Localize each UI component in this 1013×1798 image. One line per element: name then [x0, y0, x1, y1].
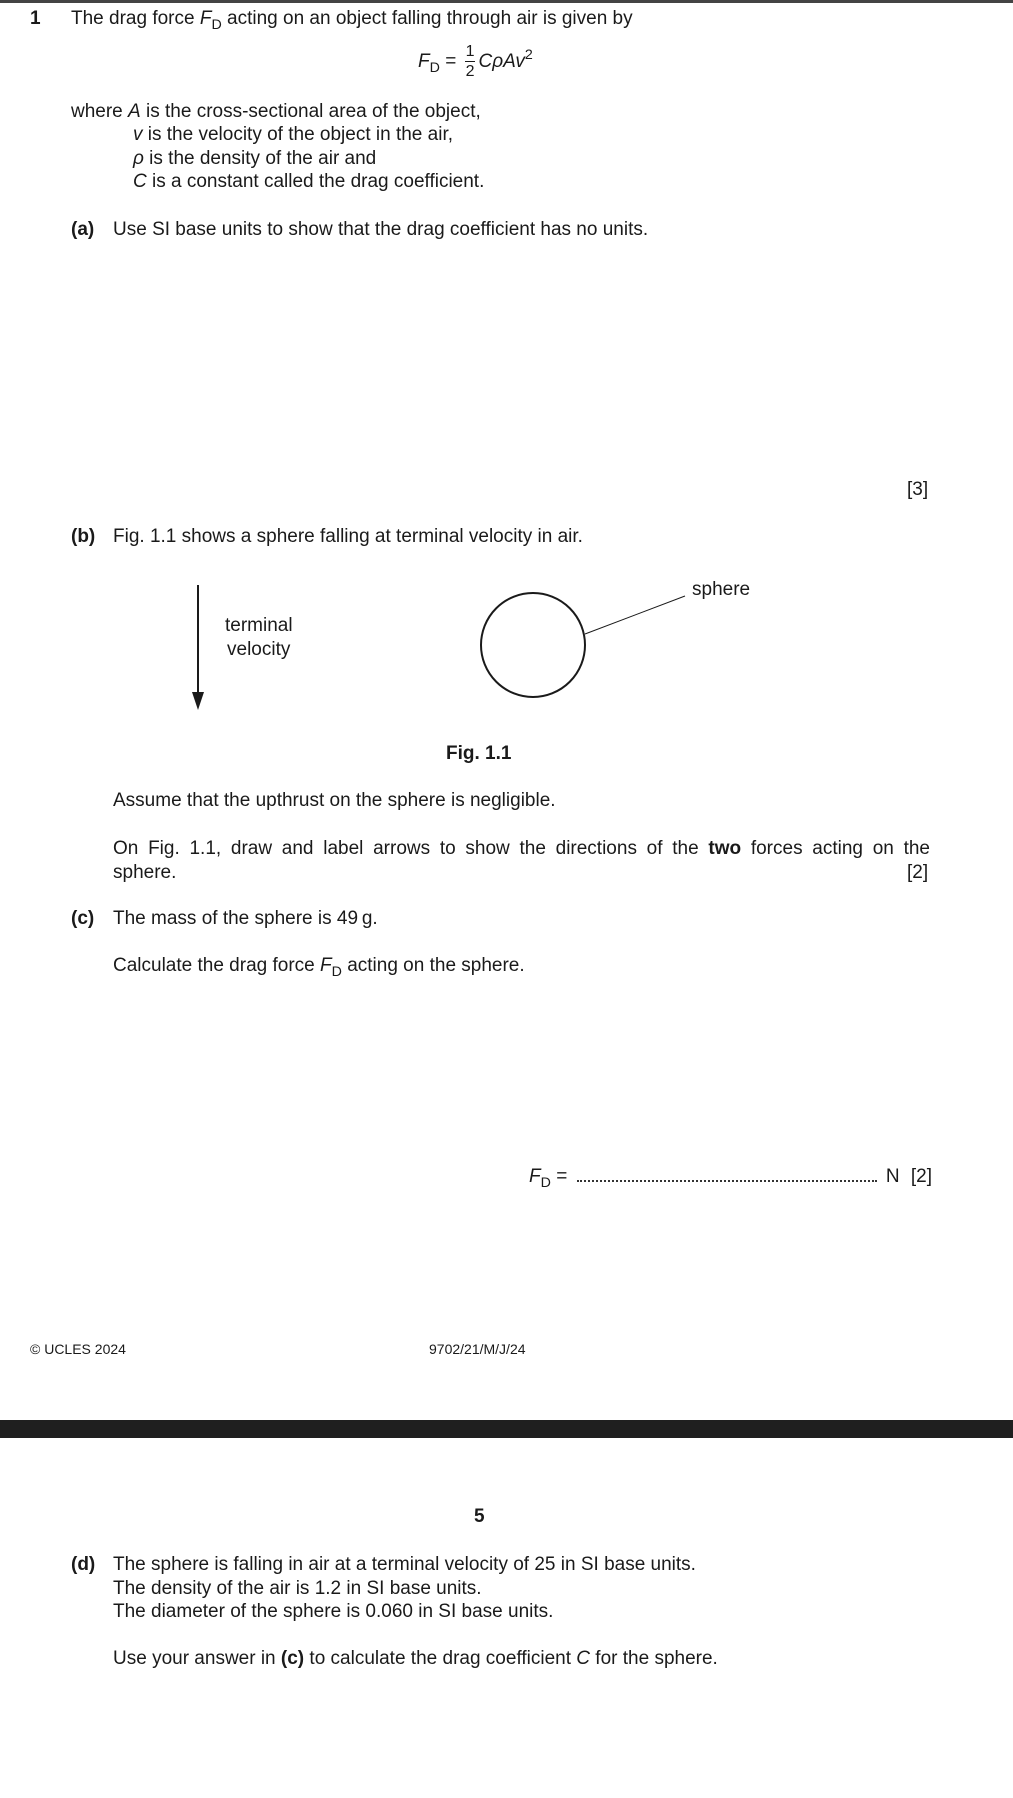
sphere-label: sphere [692, 579, 751, 600]
question-intro: The drag force $F_D$ acting on an object falling through air is given by [71, 8, 633, 33]
part-b-instruction-line1: On Fig. 1.1, draw and label arrows to show the directions of the two forces acting on the [113, 838, 931, 859]
part-b-marks: [2] [907, 862, 929, 883]
part-c-answer-line: $F_D = N$ [2] [529, 1166, 932, 1191]
terminal-velocity-arrowhead [192, 692, 204, 710]
where-line-velocity: v is the velocity of the object in the air, [133, 124, 454, 145]
part-d-line2: The density of the air is 1.2 in SI base units. [113, 1578, 482, 1599]
footer-code: 9702/21/M/J/24 [429, 1341, 526, 1357]
answer-dotted-line[interactable] [577, 1166, 877, 1182]
top-border [0, 0, 1013, 3]
part-d-instruction: Use your answer in (c) to calculate the drag coefficient C for the sphere. [113, 1648, 718, 1669]
sphere-label-leader [585, 596, 685, 634]
part-c-label: (c) [71, 908, 95, 929]
arrow-label-velocity: velocity [227, 639, 291, 660]
fraction-half: $\frac{1}{2}$ [465, 43, 475, 80]
sphere-circle [481, 593, 585, 697]
part-d-label: (d) [71, 1554, 96, 1575]
where-line-area: where A is the cross-sectional area of the object, [71, 101, 481, 122]
part-a-marks: [3] [907, 479, 929, 500]
figure-caption: Fig. 1.1 [446, 743, 512, 764]
part-c-mass: The mass of the sphere is 49 g. [113, 908, 378, 929]
page-separator [0, 1420, 1013, 1438]
arrow-label-terminal: terminal [225, 615, 293, 636]
part-d-line1: The sphere is falling in air at a terminal velocity of 25 in SI base units. [113, 1554, 696, 1575]
footer-copyright: © UCLES 2024 [30, 1341, 126, 1357]
part-d-line3: The diameter of the sphere is 0.060 in SI base units. [113, 1601, 554, 1622]
where-line-coefficient: C is a constant called the drag coefficient. [133, 171, 485, 192]
part-b-text: Fig. 1.1 shows a sphere falling at terminal velocity in air. [113, 526, 583, 547]
question-number: 1 [30, 8, 41, 29]
drag-equation: $F_D$ = $\frac{1}{2}$ CρAv$^2$ [418, 43, 533, 80]
where-line-density: ρ is the density of the air and [133, 148, 377, 169]
part-a-label: (a) [71, 219, 95, 240]
part-b-instruction-line2: sphere. [113, 862, 177, 883]
part-b-label: (b) [71, 526, 96, 547]
part-a-text: Use SI base units to show that the drag coefficient has no units. [113, 219, 649, 240]
part-b-assume: Assume that the upthrust on the sphere is negligible. [113, 790, 556, 811]
page-number: 5 [474, 1506, 485, 1527]
part-c-calc: Calculate the drag force $F_D$ acting on the sphere. [113, 955, 525, 980]
